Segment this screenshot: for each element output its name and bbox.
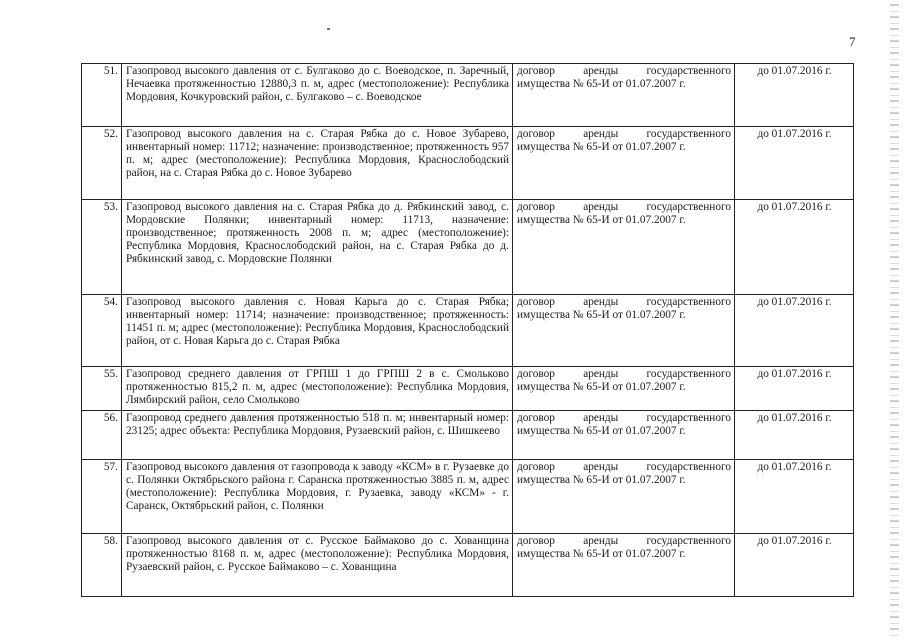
legal-basis: договор аренды государственного имущества № 65-И от 01.07.2007 г. xyxy=(513,295,735,367)
legal-basis: договор аренды государственного имущества № 65-И от 01.07.2007 г. xyxy=(513,64,735,127)
row-number: 52. xyxy=(82,127,122,200)
lease-term: до 01.07.2016 г. xyxy=(735,127,854,200)
table-row xyxy=(82,64,854,127)
legal-basis: договор аренды государственного имущества № 65-И от 01.07.2007 г. xyxy=(513,127,735,200)
lease-term: до 01.07.2016 г. xyxy=(735,460,854,534)
lease-term: до 01.07.2016 г. xyxy=(735,200,854,295)
object-description: Газопровод высокого давления на с. Старая Рябка до с. Новое Зубарево, инвентарный номер: 11712; назначение: производственное; протяженность 957 п. м; адрес (местоположение): Республика Мордовия, Краснослободский район, на с. Старая Рябка до с. Новое Зубарево xyxy=(122,127,513,200)
legal-basis: договор аренды государственного имущества № 65-И от 01.07.2007 г. xyxy=(513,460,735,534)
table-row xyxy=(82,534,854,597)
object-description: Газопровод среднего давления протяженностью 518 п. м; инвентарный номер: 23125; адрес объекта: Республика Мордовия, Рузаевский район, с. Шишкеево xyxy=(122,411,513,460)
row-number: 54. xyxy=(82,295,122,367)
row-number: 53. xyxy=(82,200,122,295)
object-description: Газопровод высокого давления с. Новая Карьга до с. Старая Рябка; инвентарный номер: 11714; назначение: производственное; протяженность: 11451 п. м; адрес (местоположение): Республика Мордовия, Краснослободский район, от с. Новая Карьга до с. Старая Рябка xyxy=(122,295,513,367)
object-description: Газопровод высокого давления на с. Старая Рябка до д. Рябкинский завод, с. Мордовские Полянки; инвентарный номер: 11713, назначение: производственное; протяженность 2008 п. м; адрес (местоположение): Республика Мордовия, Краснослободский район, на с. Старая Рябка до д. Рябкинский завод, с. Мордовские Полянки xyxy=(122,200,513,295)
object-description: Газопровод высокого давления от с. Русское Баймаково до с. Хованщина протяженностью 8168 п. м, адрес (местоположение): Республика Мордовия, Рузаевский район, с. Русское Баймаково – с. Хованщина xyxy=(122,534,513,597)
table-row xyxy=(82,460,854,534)
legal-basis: договор аренды государственного имущества № 65-И от 01.07.2007 г. xyxy=(513,411,735,460)
lease-term: до 01.07.2016 г. xyxy=(735,534,854,597)
object-description: Газопровод высокого давления от газопровода к заводу «КСМ» в г. Рузаевке до с. Полянки Октябрьского района г. Саранска протяженностью 3885 п. м, адрес (местоположение): Республика Мордовия, г. Рузаевка, заводу «КСМ» - г. Саранск, Октябрьский район, с. Полянки xyxy=(122,460,513,534)
object-description: Газопровод среднего давления от ГРПШ 1 до ГРПШ 2 в с. Смольково протяженностью 815,2 п. м, адрес (местоположение): Республика Мордовия, Лямбирский район, село Смольково xyxy=(122,367,513,411)
lease-term: до 01.07.2016 г. xyxy=(735,367,854,411)
row-number: 55. xyxy=(82,367,122,411)
table-row xyxy=(82,411,854,460)
row-number: 51. xyxy=(82,64,122,127)
table-row xyxy=(82,295,854,367)
property-registry-table xyxy=(81,63,854,597)
lease-term: до 01.07.2016 г. xyxy=(735,295,854,367)
table-row xyxy=(82,127,854,200)
table-row xyxy=(82,200,854,295)
page-number: 7 xyxy=(849,34,856,49)
table-row xyxy=(82,367,854,411)
row-number: 56. xyxy=(82,411,122,460)
lease-term: до 01.07.2016 г. xyxy=(735,64,854,127)
row-number: 58. xyxy=(82,534,122,597)
scan-edge-artifact xyxy=(890,0,899,640)
legal-basis: договор аренды государственного имущества № 65-И от 01.07.2007 г. xyxy=(513,200,735,295)
legal-basis: договор аренды государственного имущества № 65-И от 01.07.2007 г. xyxy=(513,534,735,597)
scan-speck xyxy=(327,28,330,30)
row-number: 57. xyxy=(82,460,122,534)
legal-basis: договор аренды государственного имущества № 65-И от 01.07.2007 г. xyxy=(513,367,735,411)
lease-term: до 01.07.2016 г. xyxy=(735,411,854,460)
object-description: Газопровод высокого давления от с. Булгаково до с. Воеводское, п. Заречный, Нечаевка протяженностью 12880,3 п. м, адрес (местоположение): Республика Мордовия, Кочкуровский район, с. Булгаково – с. Воеводское xyxy=(122,64,513,127)
